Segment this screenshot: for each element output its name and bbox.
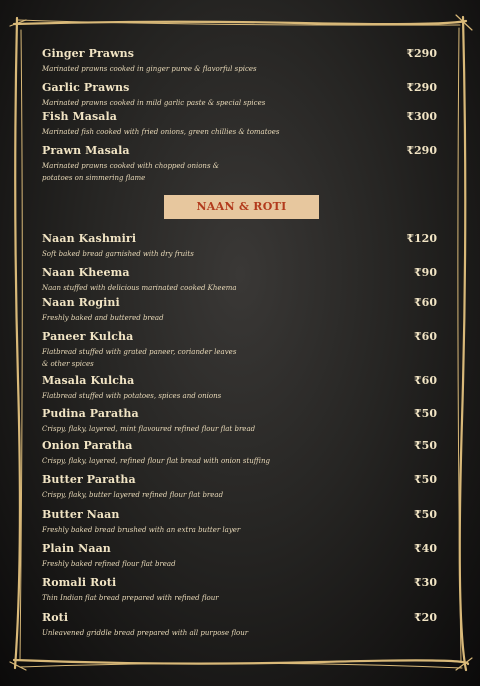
item-price: ₹50 bbox=[414, 407, 437, 420]
item-description: Marinated prawns cooked with chopped onions & potatoes on simmering flame bbox=[42, 162, 219, 182]
item-description: Crispy, flaky, butter layered refined flour flat bread bbox=[42, 491, 224, 499]
item-name: Pudina Paratha bbox=[42, 407, 139, 420]
item-price: ₹290 bbox=[406, 81, 437, 94]
item-description: Thin Indian flat bread prepared with refined flour bbox=[42, 594, 219, 602]
item-name: Ginger Prawns bbox=[42, 47, 135, 60]
menu-item bbox=[42, 296, 437, 324]
item-description: Crispy, flaky, layered, mint flavoured refined flour flat bread bbox=[42, 425, 256, 433]
item-name: Plain Naan bbox=[42, 542, 111, 555]
item-name: Romali Roti bbox=[42, 576, 117, 589]
item-name: Fish Masala bbox=[42, 110, 118, 123]
item-price: ₹60 bbox=[414, 296, 437, 309]
item-name: Butter Paratha bbox=[42, 473, 136, 486]
item-price: ₹90 bbox=[414, 266, 437, 279]
item-name: Butter Naan bbox=[42, 508, 120, 521]
item-description: Flatbread stuffed with grated paneer, coriander leaves & other spices bbox=[42, 348, 237, 368]
menu-item bbox=[42, 232, 437, 260]
item-name: Roti bbox=[42, 611, 69, 624]
item-description: Marinated prawns cooked in ginger puree & flavorful spices bbox=[42, 65, 257, 73]
item-price: ₹50 bbox=[414, 473, 437, 486]
item-description: Soft baked bread garnished with dry fruits bbox=[42, 250, 194, 258]
item-name: Garlic Prawns bbox=[42, 81, 130, 94]
item-price: ₹50 bbox=[414, 439, 437, 452]
menu-item bbox=[42, 266, 437, 294]
item-description: Unleavened griddle bread prepared with all purpose flour bbox=[42, 629, 249, 637]
menu-item bbox=[42, 439, 437, 467]
item-description: Marinated fish cooked with fried onions, green chillies & tomatoes bbox=[42, 128, 280, 136]
item-price: ₹40 bbox=[414, 542, 437, 555]
item-price: ₹50 bbox=[414, 508, 437, 521]
section-banner: NAAN & ROTI bbox=[164, 195, 319, 219]
menu-item bbox=[42, 542, 437, 570]
item-price: ₹300 bbox=[406, 110, 437, 123]
item-description: Freshly baked refined flour flat bread bbox=[42, 560, 176, 568]
menu-item bbox=[42, 576, 437, 604]
menu-item bbox=[42, 508, 437, 536]
item-name: Naan Kashmiri bbox=[42, 232, 137, 245]
item-name: Onion Paratha bbox=[42, 439, 133, 452]
item-name: Naan Kheema bbox=[42, 266, 130, 279]
menu-item bbox=[42, 110, 437, 138]
item-description: Freshly baked and buttered bread bbox=[42, 314, 164, 322]
item-price: ₹30 bbox=[414, 576, 437, 589]
menu-item bbox=[42, 473, 437, 501]
item-description: Marinated prawns cooked in mild garlic paste & special spices bbox=[42, 99, 266, 107]
item-description: Freshly baked bread brushed with an extra butter layer bbox=[42, 526, 241, 534]
item-price: ₹120 bbox=[406, 232, 437, 245]
menu-item bbox=[42, 330, 437, 370]
item-name: Paneer Kulcha bbox=[42, 330, 134, 343]
menu-item bbox=[42, 611, 437, 639]
item-name: Masala Kulcha bbox=[42, 374, 135, 387]
menu-item bbox=[42, 144, 437, 184]
menu-item bbox=[42, 374, 437, 402]
item-price: ₹60 bbox=[414, 374, 437, 387]
item-name: Prawn Masala bbox=[42, 144, 130, 157]
item-price: ₹290 bbox=[406, 144, 437, 157]
item-description: Flatbread stuffed with potatoes, spices and onions bbox=[42, 392, 222, 400]
item-price: ₹290 bbox=[406, 47, 437, 60]
item-description: Naan stuffed with delicious marinated cooked Kheema bbox=[42, 284, 237, 292]
item-price: ₹60 bbox=[414, 330, 437, 343]
item-name: Naan Rogini bbox=[42, 296, 120, 309]
item-price: ₹20 bbox=[414, 611, 437, 624]
menu-item bbox=[42, 81, 437, 109]
menu-item bbox=[42, 47, 437, 75]
menu-item bbox=[42, 407, 437, 435]
item-description: Crispy, flaky, layered, refined flour flat bread with onion stuffing bbox=[42, 457, 270, 465]
